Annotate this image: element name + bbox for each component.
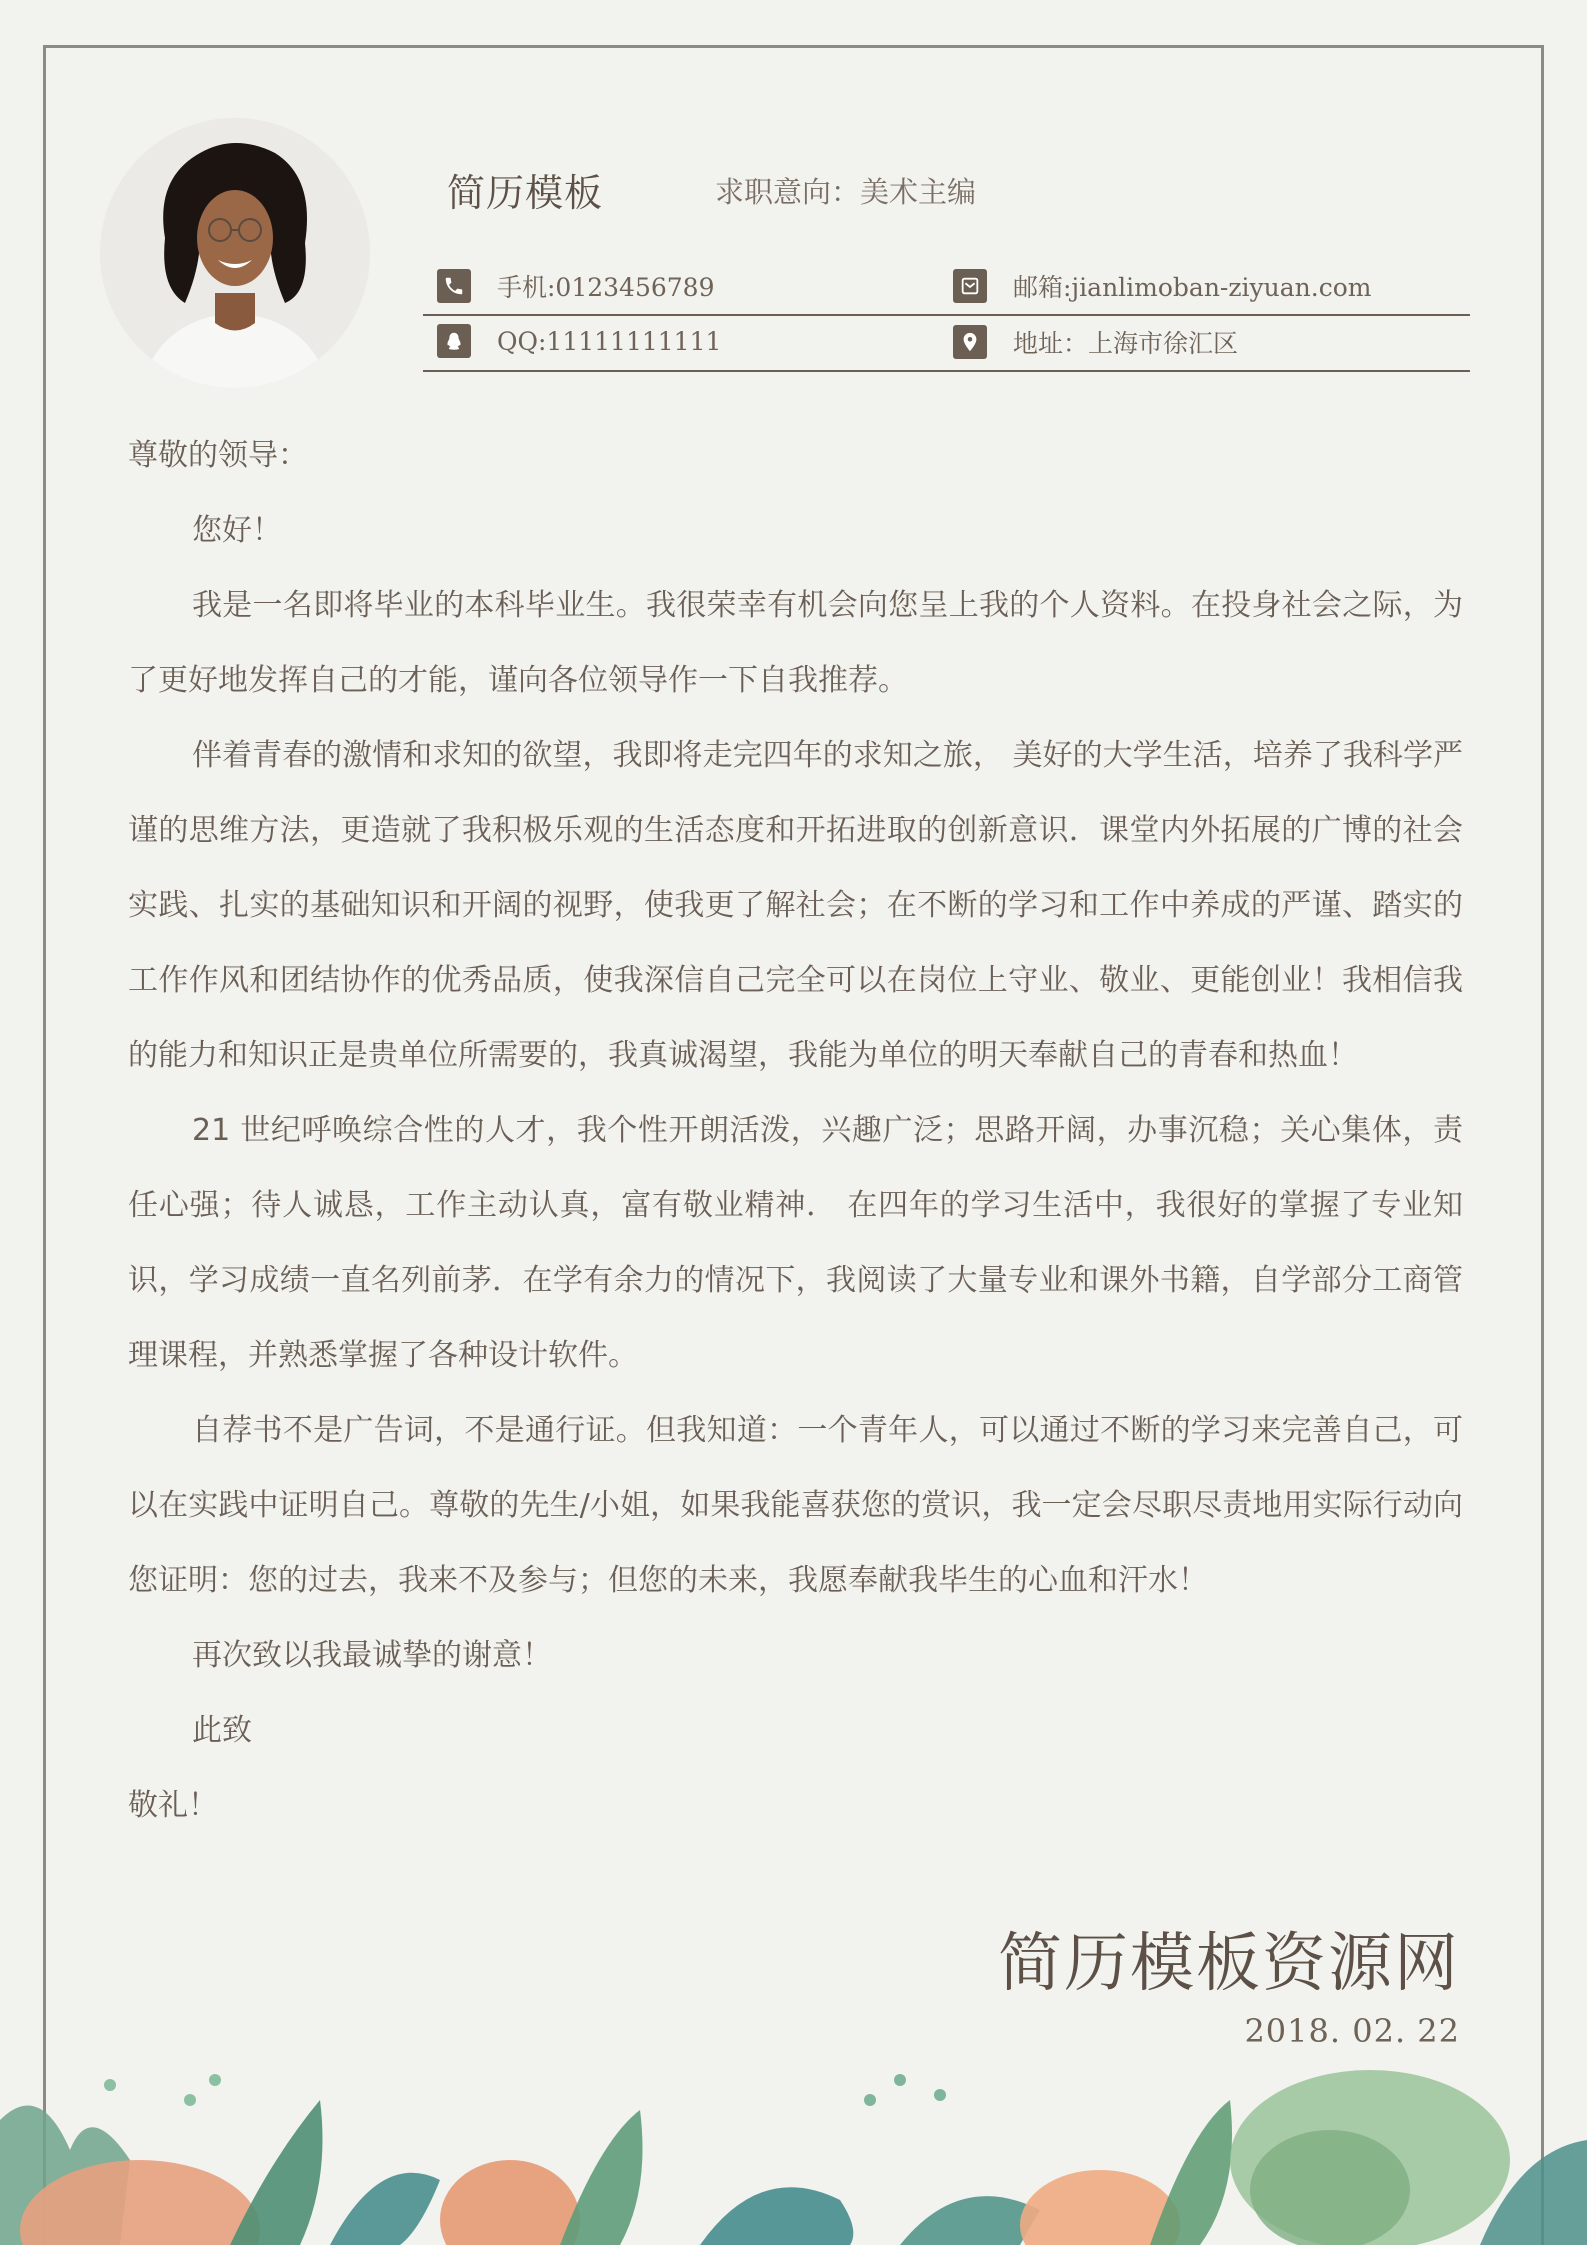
address-text: 地址：上海市徐汇区 xyxy=(1013,329,1239,358)
paragraph: 自荐书不是广告词，不是通行证。但我知道：一个青年人，可以通过不断的学习来完善自己，可以在实践中证明自己。尊敬的先生/小姐，如果我能喜获您的赏识，我一定会尽职尽责地用实际行动向您证明：您的过去，我来不及参与；但您的未来，我愿奉献我毕生的心血和汗水！ xyxy=(128,1413,1463,1598)
signature: 简历模板资源网 xyxy=(998,1927,1460,2001)
phone-icon xyxy=(437,269,471,303)
contact-row-2 xyxy=(423,316,1470,372)
cover-letter-body xyxy=(128,418,1463,1843)
salutation: 尊敬的领导： xyxy=(128,438,308,473)
closing-2: 敬礼！ xyxy=(128,1788,218,1823)
resume-name: 简历模板 xyxy=(447,171,604,215)
paragraph: 伴着青春的激情和求知的欲望，我即将走完四年的求知之旅， 美好的大学生活，培养了我科学严谨的思维方法，更造就了我积极乐观的生活态度和开拓进取的创新意识．课堂内外拓展的广博的社会实践、扎实的基础知识和开阔的视野，使我更了解社会；在不断的学习和工作中养成的严谨、踏实的工作作风和团结协作的优秀品质，使我深信自己完全可以在岗位上守业、敬业、更能创业！我相信我的能力和知识正是贵单位所需要的，我真诚渴望，我能为单位的明天奉献自己的青春和热血！ xyxy=(128,738,1463,1073)
mail-icon xyxy=(953,269,987,303)
qq-text: QQ:11111111111 xyxy=(497,326,722,356)
email-text: 邮箱:jianlimoban-ziyuan.com xyxy=(1013,273,1372,302)
contact-row-1 xyxy=(423,260,1470,316)
greeting: 您好！ xyxy=(192,513,282,548)
job-intent: 求职意向：美术主编 xyxy=(715,175,977,209)
paragraph: 再次致以我最诚挚的谢意！ xyxy=(192,1638,552,1673)
phone-text: 手机:0123456789 xyxy=(497,273,715,302)
paragraph: 21 世纪呼唤综合性的人才，我个性开朗活泼，兴趣广泛；思路开阔，办事沉稳；关心集体，责任心强；待人诚恳，工作主动认真，富有敬业精神． 在四年的学习生活中，我很好的掌握了专业知识，学习成绩一直名列前茅．在学有余力的情况下，我阅读了大量专业和课外书籍，自学部分工商管理课程，并熟悉掌握了各种设计软件。 xyxy=(128,1113,1463,1373)
location-pin-icon xyxy=(953,325,987,359)
floral-border-decoration xyxy=(0,2040,1587,2245)
contact-qq xyxy=(437,324,721,358)
letter-date: 2018. 02. 22 xyxy=(1244,2012,1460,2050)
closing-1: 此致 xyxy=(192,1713,252,1748)
contact-address xyxy=(953,324,1238,360)
contact-email xyxy=(953,268,1371,304)
paragraph: 我是一名即将毕业的本科毕业生。我很荣幸有机会向您呈上我的个人资料。在投身社会之际，为了更好地发挥自己的才能，谨向各位领导作一下自我推荐。 xyxy=(128,588,1463,698)
qq-penguin-icon xyxy=(437,324,471,358)
profile-photo xyxy=(100,118,370,388)
contact-phone xyxy=(437,268,714,304)
